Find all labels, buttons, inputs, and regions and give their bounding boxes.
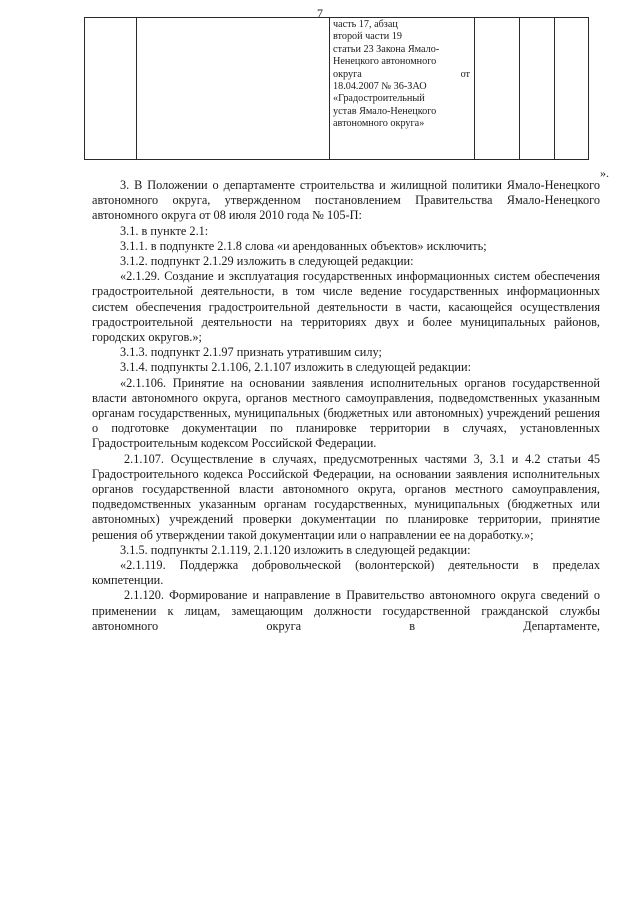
table-cell-line bbox=[333, 118, 474, 130]
table-cell-line bbox=[333, 19, 474, 31]
table-cell-empty bbox=[475, 18, 520, 160]
table-cell-empty bbox=[520, 18, 555, 160]
table-cell-text: от bbox=[460, 68, 470, 80]
table-cell-legal-reference bbox=[330, 18, 475, 160]
table-cell-text: второй части 19 bbox=[333, 31, 402, 43]
paragraph-2-1-119: «2.1.119. Поддержка добровольческой (волонтерской) деятельности в пределах компетенции. bbox=[92, 558, 600, 588]
table-cell-text: устав Ямало-Ненецкого bbox=[333, 105, 437, 117]
paragraph-2-1-106: «2.1.106. Принятие на основании заявления исполнительных органов государственной власти автономного округа, органов местного самоуправления, подведомственных указанным органам государственных, муниципальных (бюджетных или автономных) учреждений решения о подготовке документации по планировке территории в случаях, установленных Градостроительным кодексом Российской Федерации. bbox=[92, 375, 600, 451]
paragraph-3-1-3: 3.1.3. подпункт 2.1.97 признать утратившим силу; bbox=[120, 345, 382, 360]
table-cell-line bbox=[333, 56, 474, 68]
paragraph-2-1-29: «2.1.29. Создание и эксплуатация государственных информационных систем обеспечения градостроительной деятельности, в том числе ведение государственных информационных систем обеспечения градостроительной деятельности в части, касающейся осуществления градостроительной деятельности на территориях двух и более муниципальных районов, городских округов.»; bbox=[92, 269, 600, 345]
paragraph-3-1: 3.1. в пункте 2.1: bbox=[120, 223, 209, 238]
table-cell-text: статьи 23 Закона Ямало- bbox=[333, 43, 440, 55]
page-number: 7 bbox=[317, 6, 323, 20]
table-cell-text: округа bbox=[333, 68, 362, 80]
paragraph-3-1-2: 3.1.2. подпункт 2.1.29 изложить в следующей редакции: bbox=[120, 254, 414, 269]
table-cell-empty bbox=[137, 18, 330, 160]
paragraph-section-3: 3. В Положении о департаменте строительства и жилищной политики Ямало-Ненецкого автономного округа, утвержденном постановлением Правительства Ямало-Ненецкого автономного округа от 08 июля 2010 года № 105-П: bbox=[92, 178, 600, 223]
table-cell-text: автономного округа» bbox=[333, 118, 425, 130]
table-cell-line bbox=[333, 106, 474, 118]
table-cell-text: «Градостроительный bbox=[333, 93, 425, 105]
paragraph-2-1-107: 2.1.107. Осуществление в случаях, предусмотренных частями 3, 3.1 и 4.2 статьи 45 Градостроительного кодекса Российской Федерации, на основании заявления исполнительных органов государственной власти автономного округа, органов местного самоуправления, подведомственных указанным органам государственных, муниципальных (бюджетных или автономных) учреждений проверки документации по планировке территории, принятие решения об утверждении такой документации или о направлении ее на доработку.»; bbox=[92, 451, 600, 542]
document-body bbox=[92, 178, 600, 634]
table-cell-text: часть 17, абзац bbox=[333, 19, 398, 30]
paragraph-3-1-5: 3.1.5. подпункты 2.1.119, 2.1.120 изложить в следующей редакции: bbox=[120, 542, 471, 557]
table-cell-line bbox=[333, 81, 474, 93]
table-cell-empty bbox=[555, 18, 589, 160]
paragraph-3-1-4: 3.1.4. подпункты 2.1.106, 2.1.107 изложить в следующей редакции: bbox=[120, 360, 471, 375]
table-cell-empty bbox=[85, 18, 137, 160]
table-closing-quote: ». bbox=[600, 166, 609, 180]
table-cell-line bbox=[333, 44, 474, 56]
table-cell-line bbox=[333, 31, 474, 43]
continuation-table bbox=[84, 17, 589, 160]
paragraph-3-1-1: 3.1.1. в подпункте 2.1.8 слова «и арендованных объектов» исключить; bbox=[120, 238, 487, 253]
table-row bbox=[85, 18, 589, 160]
table-cell-line bbox=[333, 93, 474, 105]
table-cell-text: Ненецкого автономного bbox=[333, 56, 437, 68]
paragraph-2-1-120: 2.1.120. Формирование и направление в Правительство автономного округа сведений о применении к лицам, замещающим должности государственной гражданской службы автономного округа в Департаменте, bbox=[92, 588, 600, 633]
table-cell-line bbox=[333, 69, 474, 81]
table-cell-text: 18.04.2007 № 36-ЗАО bbox=[333, 81, 427, 93]
